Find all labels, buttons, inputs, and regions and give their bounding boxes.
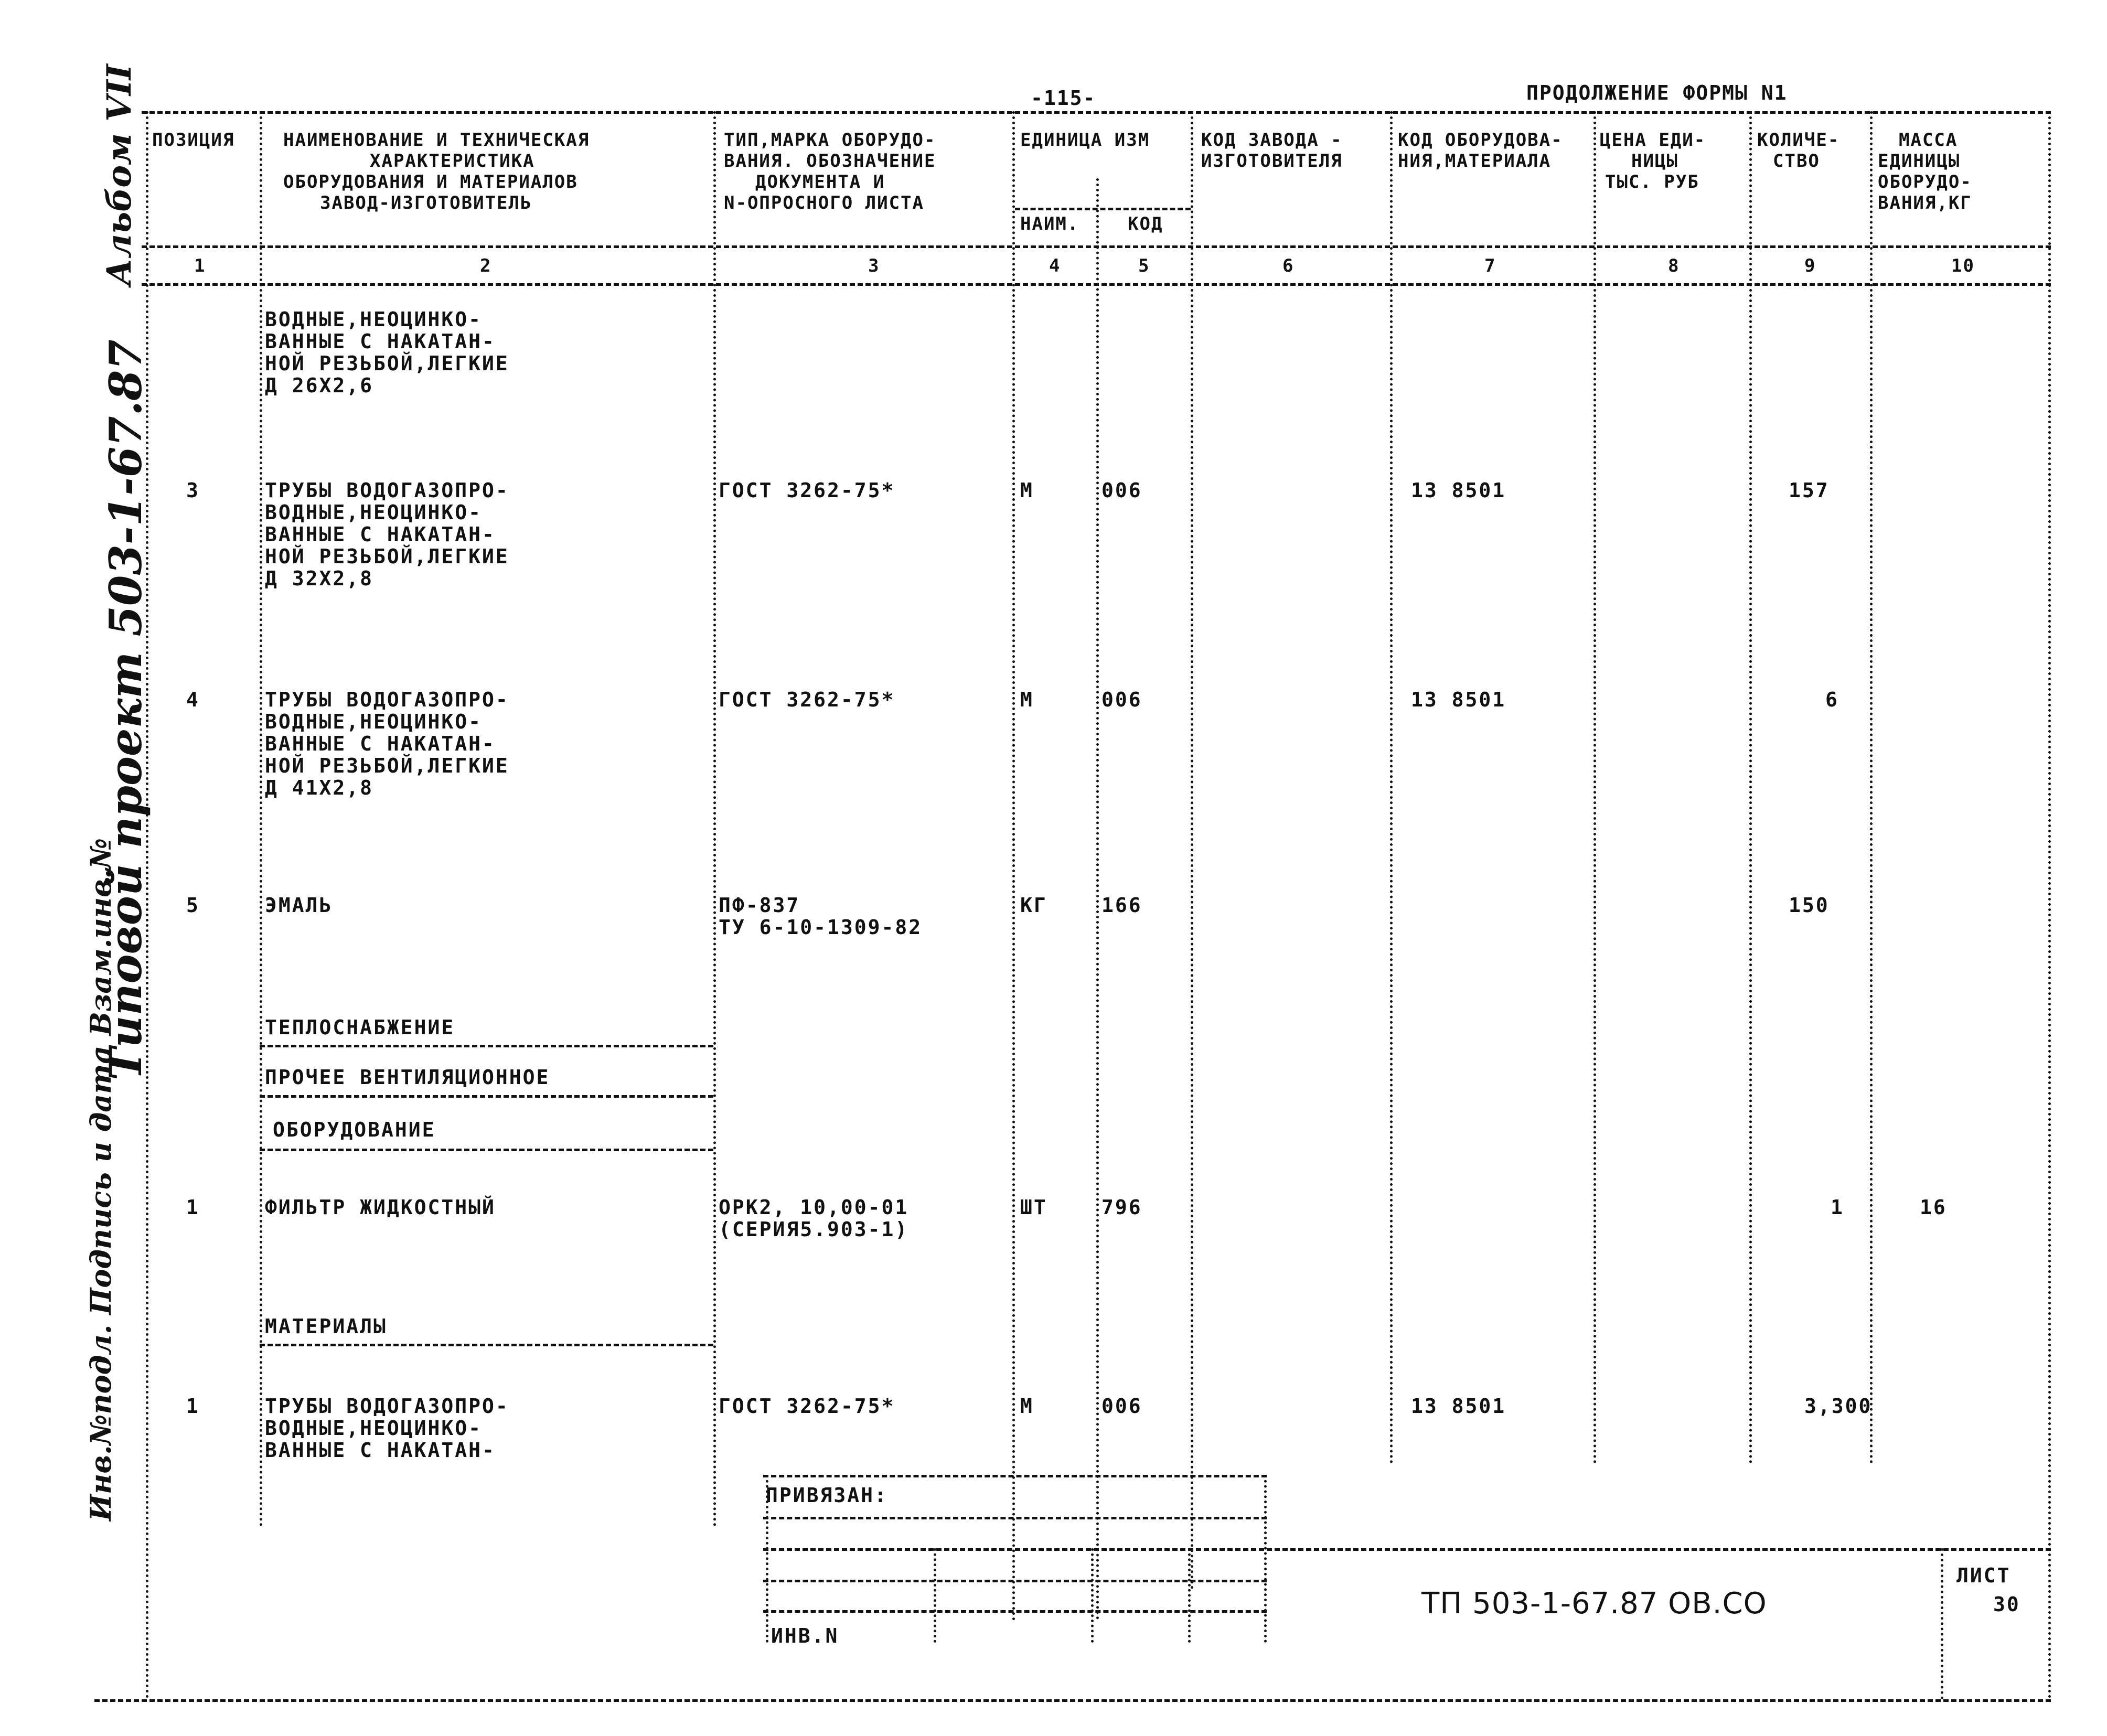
row2-name-4: НОЙ РЕЗЬБОЙ,ЛЕГКИЕ xyxy=(265,754,509,777)
header-name-4: ЗАВОД-ИЗГОТОВИТЕЛЬ xyxy=(320,192,532,213)
stamp-col-1 xyxy=(766,1475,768,1643)
album-label: Альбом VII xyxy=(100,64,139,286)
col-border-10 xyxy=(2048,111,2051,1699)
header-plant-code-2: ИЗГОТОВИТЕЛЯ xyxy=(1201,151,1343,172)
col-border-7 xyxy=(1593,111,1596,1464)
header-unit-code: КОД xyxy=(1128,213,1163,234)
row3-doc-2: ТУ 6-10-1309-82 xyxy=(719,916,923,939)
section-heat-supply: ТЕПЛОСНАБЖЕНИЕ xyxy=(265,1016,455,1039)
row1-code: 006 xyxy=(1101,479,1142,502)
signature-block-label: Инв.№подл. Подпись и дата Взам.инв.№ xyxy=(84,838,117,1521)
col-number-3: 3 xyxy=(868,255,880,276)
stamp-line-4 xyxy=(763,1580,1267,1582)
row2-name-3: ВАННЫЕ С НАКАТАН- xyxy=(265,732,496,755)
stamp-col-4 xyxy=(1188,1548,1191,1643)
header-type-3: ДОКУМЕНТА И xyxy=(755,172,885,192)
header-mass-3: ОБОРУДО- xyxy=(1878,172,1972,192)
section-divider-4 xyxy=(260,1344,713,1346)
stamp-line-2 xyxy=(763,1517,1267,1519)
stamp-bound-label: ПРИВЯЗАН: xyxy=(766,1484,888,1507)
header-name: НАИМЕНОВАНИЕ И ТЕХНИЧЕСКАЯ xyxy=(283,130,590,151)
header-mass-4: ВАНИЯ,КГ xyxy=(1878,192,1972,213)
col-number-1: 1 xyxy=(194,255,206,276)
project-label: Типовой проект 503-1-67.87 xyxy=(100,339,152,1080)
row4-qty: 1 xyxy=(1831,1196,1844,1219)
row5-mat: 13 8501 xyxy=(1411,1395,1506,1418)
stamp-line-3 xyxy=(763,1548,2051,1551)
row1-qty: 157 xyxy=(1789,479,1830,502)
header-price-2: НИЦЫ xyxy=(1631,151,1678,172)
col-number-8: 8 xyxy=(1668,255,1680,276)
stamp-col-3 xyxy=(1091,1548,1094,1643)
row5-doc: ГОСТ 3262-75* xyxy=(719,1395,895,1418)
header-plant-code: КОД ЗАВОДА - xyxy=(1201,130,1343,151)
stamp-col-2 xyxy=(934,1548,936,1643)
col-number-10: 10 xyxy=(1951,255,1975,276)
section-equipment: ОБОРУДОВАНИЕ xyxy=(273,1118,436,1141)
col-number-4: 4 xyxy=(1049,255,1061,276)
row0-name-2: ВАННЫЕ С НАКАТАН- xyxy=(265,330,496,353)
row5-name-2: ВОДНЫЕ,НЕОЦИНКО- xyxy=(265,1417,483,1440)
section-divider-2 xyxy=(260,1095,713,1098)
row1-doc: ГОСТ 3262-75* xyxy=(719,479,895,502)
row1-name-4: НОЙ РЕЗЬБОЙ,ЛЕГКИЕ xyxy=(265,545,509,568)
col-border-6 xyxy=(1390,111,1393,1464)
row4-doc-1: ОРК2, 10,00-01 xyxy=(719,1196,909,1219)
section-other-vent: ПРОЧЕЕ ВЕНТИЛЯЦИОННОЕ xyxy=(265,1066,550,1089)
row2-name-1: ТРУБЫ ВОДОГАЗОПРО- xyxy=(265,688,509,711)
sheet-label: ЛИСТ xyxy=(1956,1564,2011,1587)
header-material-code-2: НИЯ,МАТЕРИАЛА xyxy=(1398,151,1552,172)
row2-doc: ГОСТ 3262-75* xyxy=(719,688,895,711)
row2-name-2: ВОДНЫЕ,НЕОЦИНКО- xyxy=(265,710,483,733)
row2-pos: 4 xyxy=(186,688,200,711)
row5-pos: 1 xyxy=(186,1395,200,1418)
header-mass-2: ЕДИНИЦЫ xyxy=(1878,151,1961,172)
col-border-0 xyxy=(146,111,148,1699)
row3-qty: 150 xyxy=(1789,894,1830,917)
page-number: -115- xyxy=(1031,87,1096,110)
header-type-2: ВАНИЯ. ОБОЗНАЧЕНИЕ xyxy=(724,151,936,172)
row3-code: 166 xyxy=(1101,894,1142,917)
row4-pos: 1 xyxy=(186,1196,200,1219)
section-materials: МАТЕРИАЛЫ xyxy=(265,1315,387,1338)
table-bottom-border xyxy=(94,1699,2051,1702)
row5-name-1: ТРУБЫ ВОДОГАЗОПРО- xyxy=(265,1395,509,1418)
col-number-2: 2 xyxy=(480,255,492,276)
col-number-7: 7 xyxy=(1484,255,1496,276)
col-number-6: 6 xyxy=(1282,255,1295,276)
row2-qty: 6 xyxy=(1825,688,1839,711)
stamp-inv-label: ИНВ.N xyxy=(771,1624,839,1647)
row2-name-5: Д 41Х2,8 xyxy=(265,776,374,799)
row1-name-3: ВАННЫЕ С НАКАТАН- xyxy=(265,523,496,546)
col-number-9: 9 xyxy=(1804,255,1816,276)
stamp-col-5 xyxy=(1264,1475,1267,1643)
row0-name-4: Д 26Х2,6 xyxy=(265,374,374,397)
col-border-9 xyxy=(1870,111,1873,1464)
section-divider-1 xyxy=(260,1045,713,1047)
stamp-line-1 xyxy=(763,1475,1267,1477)
row1-unit: М xyxy=(1020,479,1034,502)
header-unit: ЕДИНИЦА ИЗМ xyxy=(1020,130,1150,151)
row2-code: 006 xyxy=(1101,688,1142,711)
row0-name-3: НОЙ РЕЗЬБОЙ,ЛЕГКИЕ xyxy=(265,352,509,375)
header-type: ТИП,МАРКА ОБОРУДО- xyxy=(724,130,936,151)
row4-unit: ШТ xyxy=(1020,1196,1047,1219)
row4-doc-2: (СЕРИЯ5.903-1) xyxy=(719,1218,909,1241)
row4-name-1: ФИЛЬТР ЖИДКОСТНЫЙ xyxy=(265,1196,496,1219)
header-qty-2: СТВО xyxy=(1773,151,1820,172)
row1-mat: 13 8501 xyxy=(1411,479,1506,502)
row5-qty: 3,300 xyxy=(1804,1395,1873,1418)
header-material-code: КОД ОБОРУДОВА- xyxy=(1398,130,1563,151)
row5-unit: М xyxy=(1020,1395,1034,1418)
row5-code: 006 xyxy=(1101,1395,1142,1418)
row5-name-3: ВАННЫЕ С НАКАТАН- xyxy=(265,1439,496,1462)
col-number-5: 5 xyxy=(1138,255,1150,276)
header-unit-name: НАИМ. xyxy=(1020,213,1079,234)
row1-name-5: Д 32Х2,8 xyxy=(265,567,374,590)
table-top-border xyxy=(142,111,2051,114)
col-border-5 xyxy=(1191,111,1193,1590)
header-type-4: N-ОПРОСНОГО ЛИСТА xyxy=(724,192,924,213)
row4-code: 796 xyxy=(1101,1196,1142,1219)
col-border-1 xyxy=(260,111,262,1527)
col-border-2 xyxy=(713,111,716,1527)
document-code: ТП 503-1-67.87 ОВ.СО xyxy=(1421,1587,1767,1621)
stamp-line-5 xyxy=(763,1610,1267,1613)
sheet-box-left xyxy=(1941,1548,1943,1699)
header-name-3: ОБОРУДОВАНИЯ И МАТЕРИАЛОВ xyxy=(283,172,578,192)
row1-name-1: ТРУБЫ ВОДОГАЗОПРО- xyxy=(265,479,509,502)
col-border-8 xyxy=(1749,111,1752,1464)
row1-pos: 3 xyxy=(186,479,200,502)
header-name-2: ХАРАКТЕРИСТИКА xyxy=(370,151,535,172)
continuation-title: ПРОДОЛЖЕНИЕ ФОРМЫ N1 xyxy=(1526,81,1788,104)
col-border-4 xyxy=(1096,178,1099,1621)
header-qty: КОЛИЧЕ- xyxy=(1757,130,1840,151)
header-price: ЦЕНА ЕДИ- xyxy=(1600,130,1706,151)
row3-unit: КГ xyxy=(1020,894,1047,917)
row3-pos: 5 xyxy=(186,894,200,917)
row2-mat: 13 8501 xyxy=(1411,688,1506,711)
row2-unit: М xyxy=(1020,688,1034,711)
sheet-number: 30 xyxy=(1993,1593,2020,1616)
header-position: ПОЗИЦИЯ xyxy=(152,130,235,151)
header-mass: МАССА xyxy=(1899,130,1958,151)
header-price-3: ТЫС. РУБ xyxy=(1605,172,1699,192)
row4-mass: 16 xyxy=(1920,1196,1947,1219)
row0-name-1: ВОДНЫЕ,НЕОЦИНКО- xyxy=(265,308,483,331)
unit-sub-divider xyxy=(1015,208,1191,210)
row3-name-1: ЭМАЛЬ xyxy=(265,894,333,917)
section-divider-3 xyxy=(260,1149,713,1151)
row3-doc-1: ПФ-837 xyxy=(719,894,800,917)
row1-name-2: ВОДНЫЕ,НЕОЦИНКО- xyxy=(265,501,483,524)
col-border-3 xyxy=(1012,111,1015,1622)
